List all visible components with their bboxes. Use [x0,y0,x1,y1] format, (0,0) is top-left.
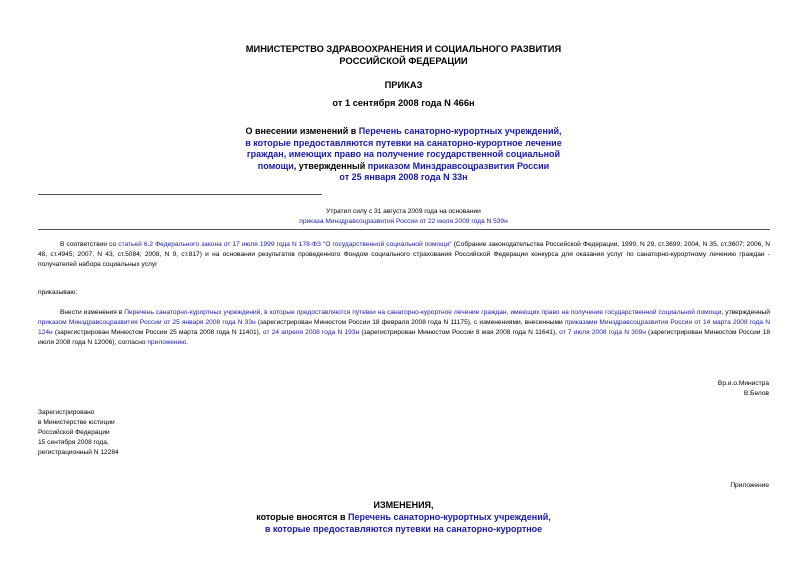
ministry-name-line1: МИНИСТЕРСТВО ЗДРАВООХРАНЕНИЯ И СОЦИАЛЬНОГО РАЗВИТИЯ [245,44,562,54]
title-text-mid: , утвержденный [293,160,368,171]
validity-notice [0,207,807,227]
para2-text-3: (зарегистрирован Минюстом России 18 февраля 2008 года N 11175), с изменениями, внесенными [255,319,565,326]
separator-line [38,194,322,195]
para1-text-2: (Собрание законодательства Российской Федерации, 1999, N 29, ст.3699; 2004, N 35, ст.3607; 2006, N 48, ст.4945; 2007, N 43, ст.5084; 2008, N 9, ст.817) и на основании результатов проведенного Фондом социального страхования Российской Федерации конкурса для оказания услуг по санаторно-курортному лечению граждан - получателей набора социальных услуг [38,241,771,268]
registration-line-3: Российской Федерации [38,429,110,436]
appendix-list-link[interactable]: Перечень санаторно-курортных учреждений, [348,512,551,522]
signature-block [718,379,769,399]
signature-name: В.Белов [743,390,769,397]
para2-text-4: (зарегистрирован Минюстом России 25 марта 2008 года N 11401), [52,329,263,336]
para1-law-link[interactable]: статьей 6.2 Федерального закона от 17 июля 1999 года N 178-ФЗ "О государственной социальной помощи" [118,241,452,248]
para2-list-link[interactable]: Перечень санаторно-курортных учреждений, в которые предоставляются путевки на санаторно-курортное лечение граждан, имеющих право на получение государственной социальной помощи [124,309,722,316]
ministry-name-line2: РОССИЙСКОЙ ФЕДЕРАЦИИ [339,56,468,66]
registration-line-2: в Министерстве юстиции [38,419,115,426]
appendix-subtitle-line1 [0,512,807,524]
appendix-list-link-cont[interactable]: в которые предоставляются путевки на санаторно-курортное [264,524,543,534]
title-link-order-date[interactable]: от 25 января 2008 года N 33н [339,172,468,182]
registration-line-4: 15 сентября 2008 года, [38,439,109,446]
title-link-list-end[interactable]: помощи [257,160,294,171]
para2-order124-link[interactable]: приказами Минздравсоцразвития России от 14 марта 2008 года N 124н [38,319,770,336]
title-line-1 [0,126,807,138]
validity-notice-line1: Утратил силу с 31 августа 2009 года на основании [326,208,481,215]
title-link-list-cont[interactable]: в которые предоставляются путевки на санаторно-курортное лечение [245,137,562,148]
registration-line-5: регистрационный N 12284 [38,449,119,456]
para2-order309-link[interactable]: от 7 июля 2008 года N 309н [559,329,646,336]
para2-order33-link[interactable]: приказом Минздравсоцразвития России от 25 января 2008 года N 33н [38,319,256,326]
para2-text-5: (зарегистрирован Минюстом России 8 мая 2008 года N 11641), [359,329,560,336]
para2-order193-link[interactable]: от 24 апреля 2008 года N 193н [262,329,360,336]
separator-line-full [38,229,770,230]
para2-text-2: , утвержденный [721,309,770,316]
title-line-3 [0,149,807,161]
title-line-2 [0,138,807,150]
appendix-title: ИЗМЕНЕНИЯ, [373,500,434,510]
validity-notice-link[interactable]: приказа Минздравсоцразвития России от 22 июля 2009 года N 539н [299,218,508,225]
signature-position: Вр.и.о.Министра [717,380,769,387]
title-text: О внесении изменений в [245,126,359,136]
order-word: приказываю: [38,289,78,296]
paragraph-legal-basis [38,240,770,270]
appendix-subtitle-line2 [0,524,807,536]
title-link-order[interactable]: приказом Минздравсоцразвития России [367,160,550,171]
para2-text-6: (зарегистрирован Минюстом России 18 июля 2008 года N 12006), согласно [38,329,770,346]
appendix-label: Приложение [730,482,769,489]
document-date: от 1 сентября 2008 года N 466н [332,98,475,108]
para2-text-1: Внести изменения в [60,309,125,316]
para2-appendix-link[interactable]: приложению [147,339,187,346]
paragraph-amendment [38,308,770,348]
para1-text-1: В соответствии со [60,241,119,248]
document-title [0,126,807,184]
registration-block [38,408,119,458]
title-line-4 [0,161,807,173]
registration-line-1: Зарегистрировано [38,409,95,416]
appendix-subtitle-text: которые вносятся в [256,512,349,522]
para2-text-7: . [186,339,189,346]
title-link-list[interactable]: Перечень санаторно-курортных учреждений, [358,126,562,136]
document-type: ПРИКАЗ [384,80,423,90]
title-line-5 [0,172,807,184]
title-link-list-cont2[interactable]: граждан, имеющих право на получение государственной социальной [246,149,561,159]
